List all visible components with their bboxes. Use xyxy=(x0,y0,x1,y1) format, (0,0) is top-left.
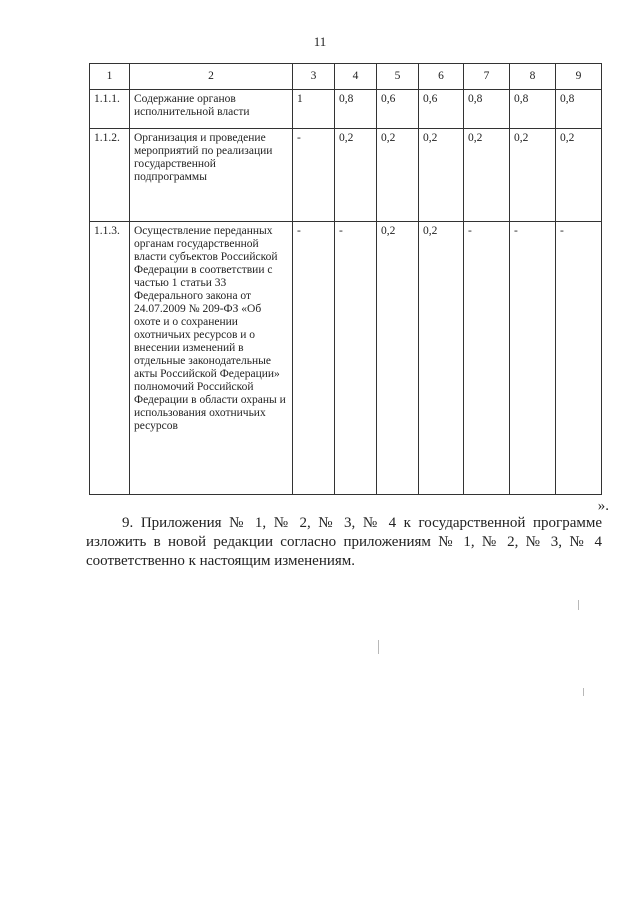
row-name: Осуществление переданных органам государственной власти субъектов Российской Федерации в соответствии с частью 1 статьи 33 Федерального закона от 24.07.2009 № 209-ФЗ «Об охоте и о сохранении охотничьих ресурсов и о внесении изменений в отдельные законодательные акты Российской Федерации» полномочий Российской Федерации в области охраны и использования охотничьих ресурсов xyxy=(130,222,293,495)
table-cell: 0,8 xyxy=(464,90,510,129)
table-cell: 0,2 xyxy=(464,129,510,222)
table-cell: - xyxy=(556,222,602,495)
table-cell: - xyxy=(510,222,556,495)
table-cell: 0,2 xyxy=(419,222,464,495)
column-header: 7 xyxy=(464,64,510,90)
table-row xyxy=(90,90,602,129)
table-cell: 0,2 xyxy=(377,129,419,222)
scan-artifact xyxy=(583,688,584,696)
data-table xyxy=(89,63,602,495)
row-name: Организация и проведение мероприятий по реализации государственной подпрограммы xyxy=(130,129,293,222)
row-code: 1.1.2. xyxy=(90,129,130,222)
table-cell: 0,6 xyxy=(377,90,419,129)
table-row xyxy=(90,222,602,495)
table-cell: - xyxy=(293,129,335,222)
row-name: Содержание органов исполнительной власти xyxy=(130,90,293,129)
column-header: 6 xyxy=(419,64,464,90)
column-header: 8 xyxy=(510,64,556,90)
column-header: 3 xyxy=(293,64,335,90)
column-header: 5 xyxy=(377,64,419,90)
table-cell: 1 xyxy=(293,90,335,129)
table-cell: 0,2 xyxy=(510,129,556,222)
closing-quote: ». xyxy=(597,498,609,514)
table-cell: 0,2 xyxy=(419,129,464,222)
table-header-row xyxy=(90,64,602,90)
column-header: 2 xyxy=(130,64,293,90)
table-cell: 0,2 xyxy=(377,222,419,495)
table-cell: - xyxy=(464,222,510,495)
table-cell: - xyxy=(335,222,377,495)
column-header: 9 xyxy=(556,64,602,90)
table-cell: 0,8 xyxy=(556,90,602,129)
table-cell: 0,2 xyxy=(335,129,377,222)
body-paragraph: 9. Приложения № 1, № 2, № 3, № 4 к государственной программе изложить в новой редакции согласно приложениям № 1, № 2, № 3, № 4 соответственно к настоящим изменениям. xyxy=(86,515,602,569)
table-cell: 0,2 xyxy=(556,129,602,222)
table-cell: 0,6 xyxy=(419,90,464,129)
row-code: 1.1.1. xyxy=(90,90,130,129)
table-cell: 0,8 xyxy=(335,90,377,129)
table-cell: 0,8 xyxy=(510,90,556,129)
scan-artifact xyxy=(578,600,579,610)
column-header: 4 xyxy=(335,64,377,90)
row-code: 1.1.3. xyxy=(90,222,130,495)
page-number: 11 xyxy=(313,34,327,49)
table-cell: - xyxy=(293,222,335,495)
scan-artifact xyxy=(378,640,379,654)
table-row xyxy=(90,129,602,222)
column-header: 1 xyxy=(90,64,130,90)
